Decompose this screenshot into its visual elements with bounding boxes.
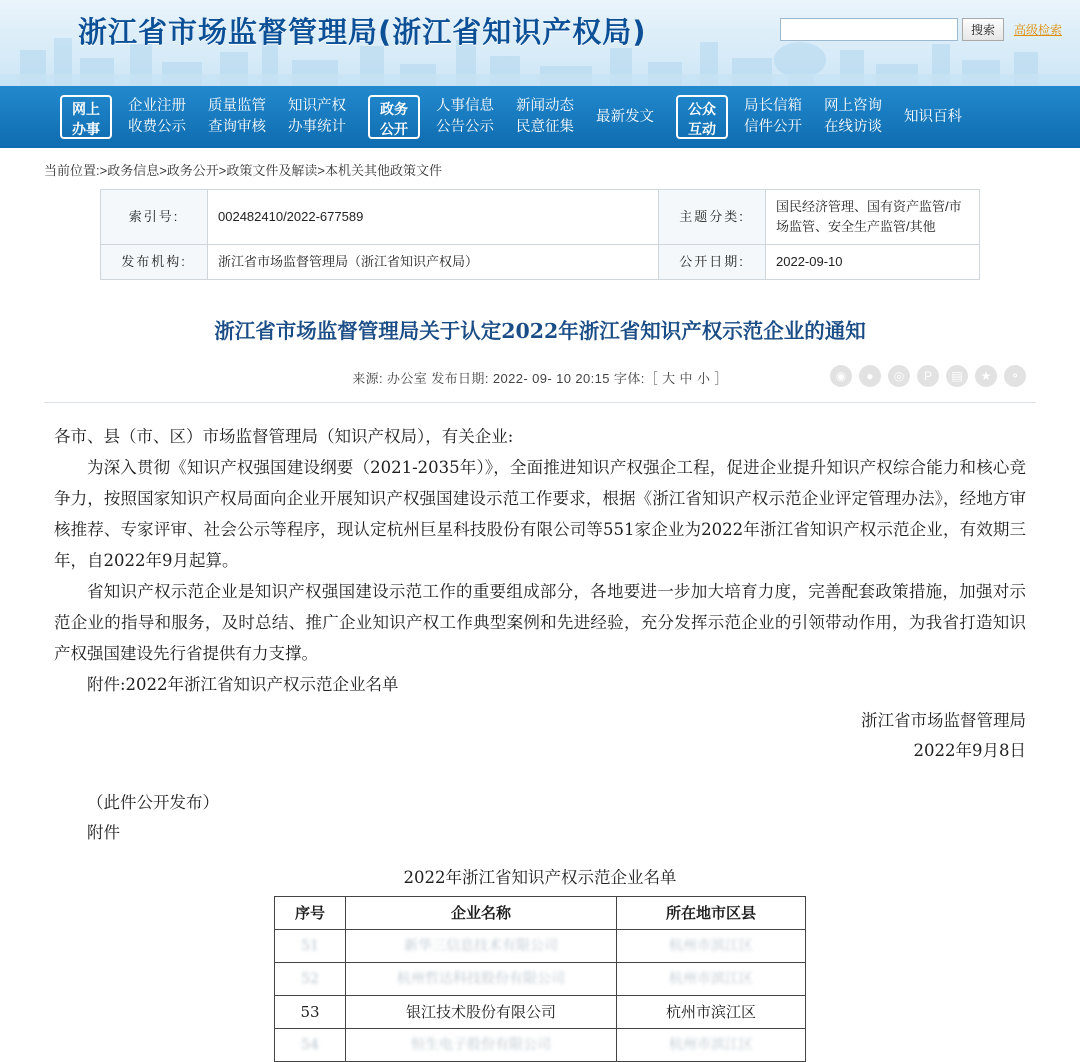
nav-label-line2: 收费公示: [128, 119, 186, 135]
meta-divider: [44, 402, 1036, 403]
table-header-row: [275, 897, 806, 930]
nav-badge-government-affairs[interactable]: [368, 95, 420, 139]
search-box: [780, 18, 1062, 41]
douban-icon[interactable]: ▤: [946, 365, 968, 387]
nav-badge-line2: 办事: [72, 121, 100, 137]
article-title: 浙江省市场监督管理局关于认定2022年浙江省知识产权示范企业的通知: [214, 319, 866, 343]
nav-badge-public-interaction[interactable]: [676, 95, 728, 139]
row-company: 杭州哲达科技股份有限公司: [346, 963, 617, 996]
search-button[interactable]: 搜索: [962, 18, 1004, 41]
nav-item-knowledge-encyclopedia[interactable]: [904, 107, 962, 128]
nav-label-line1: 网上咨询: [824, 98, 882, 114]
nav-item-intellectual-property[interactable]: [288, 96, 346, 138]
nav-item-personnel-info[interactable]: [436, 96, 494, 138]
nav-label-line1: 企业注册: [128, 98, 186, 114]
public-release-note: （此件公开发布）: [87, 793, 219, 812]
nav-label-line1: 最新发文: [596, 108, 654, 125]
index-value: 002482410/2022-677589: [208, 190, 659, 245]
favorite-icon[interactable]: ★: [975, 365, 997, 387]
article-body: [54, 421, 1026, 700]
row-area: 杭州市滨江区: [617, 963, 806, 996]
org-label: 发布机构:: [101, 245, 208, 280]
table-row: [101, 190, 980, 245]
breadcrumb[interactable]: 当前位置:>政务信息>政务公开>政策文件及解读>本机关其他政策文件: [0, 148, 1080, 189]
document-info-table: [100, 189, 980, 280]
nav-label-line1: 局长信箱: [744, 98, 802, 114]
pinterest-icon[interactable]: P: [917, 365, 939, 387]
search-input[interactable]: [780, 18, 958, 41]
nav-badge-line2: 公开: [380, 121, 408, 137]
share-icon-bar: [830, 365, 1026, 387]
article-paragraph: 为深入贯彻《知识产权强国建设纲要（2021-2035年）》，全面推进知识产权强企工程，促进企业提升知识产权综合能力和核心竞争力，按照国家知识产权局面向企业开展知识产权强国建设示范工作要求，根据《浙江省知识产权示范企业评定管理办法》，经地方审核推荐、专家评审、社会公示等程序，现认定杭州巨星科技股份有限公司等551家企业为2022年浙江省知识产权示范企业，有效期三年，自2022年9月起算。: [54, 458, 1026, 570]
org-value: 浙江省市场监督管理局（浙江省知识产权局）: [208, 245, 659, 280]
article-meta-row: [54, 368, 1026, 394]
row-no: 52: [275, 963, 346, 996]
column-header-company: 企业名称: [346, 897, 617, 930]
index-label: 索引号:: [101, 190, 208, 245]
nav-item-quality-supervision[interactable]: [208, 96, 266, 138]
row-area: 杭州市滨江区: [617, 930, 806, 963]
signature-organization: 浙江省市场监督管理局: [861, 711, 1026, 730]
nav-label-line1: 知识百科: [904, 108, 962, 125]
table-row: [275, 996, 806, 1029]
publish-date-label: 公开日期:: [659, 245, 766, 280]
article-attachment-line: 附件:2022年浙江省知识产权示范企业名单: [87, 675, 399, 694]
nav-label-line2: 信件公开: [744, 119, 802, 135]
article-paragraph: 各市、县（市、区）市场监督管理局（知识产权局），有关企业:: [54, 427, 514, 446]
qzone-icon[interactable]: ●: [859, 365, 881, 387]
nav-label-line1: 质量监管: [208, 98, 266, 114]
row-no: 51: [275, 930, 346, 963]
column-header-no: 序号: [275, 897, 346, 930]
nav-item-online-consulting[interactable]: [824, 96, 882, 138]
category-label: 主题分类:: [659, 190, 766, 245]
table-row: [275, 1029, 806, 1062]
nav-label-line2: 在线访谈: [824, 119, 882, 135]
table-row: [275, 963, 806, 996]
nav-item-director-mailbox[interactable]: [744, 96, 802, 138]
nav-badge-line1: 网上: [72, 101, 100, 117]
row-area: 杭州市滨江区: [617, 996, 806, 1029]
nav-item-latest-documents[interactable]: [596, 107, 654, 128]
nav-badge-line1: 公众: [688, 101, 716, 117]
article-meta: 来源: 办公室 发布日期: 2022- 09- 10 20:15 字体:［ 大 中 小 ］: [352, 371, 728, 386]
site-header: [0, 0, 1080, 86]
nav-badge-line1: 政务: [380, 101, 408, 117]
signature-date: 2022年9月8日: [913, 741, 1026, 760]
nav-label-line1: 人事信息: [436, 98, 494, 114]
nav-label-line2: 民意征集: [516, 119, 574, 135]
row-company: 新华三信息技术有限公司: [346, 930, 617, 963]
page-title: 浙江省市场监督管理局(浙江省知识产权局): [78, 15, 647, 49]
nav-label-line2: 查询审核: [208, 119, 266, 135]
row-company: 恒生电子股份有限公司: [346, 1029, 617, 1062]
attachment-table-wrapper: [0, 896, 1080, 1062]
nav-label-line1: 知识产权: [288, 98, 346, 114]
table-row: [101, 245, 980, 280]
row-no: 53: [275, 996, 346, 1029]
weibo-icon[interactable]: ◉: [830, 365, 852, 387]
category-value: 国民经济管理、国有资产监管/市场监管、安全生产监管/其他: [766, 190, 980, 245]
row-no: 54: [275, 1029, 346, 1062]
nav-badge-line2: 互动: [688, 121, 716, 137]
column-header-area: 所在地市区县: [617, 897, 806, 930]
wechat-icon[interactable]: ◎: [888, 365, 910, 387]
nav-item-news[interactable]: [516, 96, 574, 138]
nav-label-line1: 新闻动态: [516, 98, 574, 114]
nav-badge-online-service[interactable]: [60, 95, 112, 139]
more-icon[interactable]: ⚬: [1004, 365, 1026, 387]
nav-item-enterprise-registration[interactable]: [128, 96, 186, 138]
table-row: [275, 930, 806, 963]
attachment-label: 附件: [87, 823, 120, 842]
attachment-title: 2022年浙江省知识产权示范企业名单: [403, 868, 677, 887]
advanced-search-link[interactable]: 高级检索: [1013, 23, 1062, 37]
article-paragraph: 省知识产权示范企业是知识产权强国建设示范工作的重要组成部分，各地要进一步加大培育力度，完善配套政策措施，加强对示范企业的指导和服务，及时总结、推广企业知识产权工作典型案例和先进经验，充分发挥示范企业的引领带动作用，为我省打造知识产权强国建设先行省提供有力支撑。: [54, 582, 1026, 663]
main-navigation: [0, 86, 1080, 148]
nav-label-line2: 办事统计: [288, 119, 346, 135]
attachment-table: [274, 896, 806, 1062]
publish-date-value: 2022-09-10: [766, 245, 980, 280]
row-area: 杭州市滨江区: [617, 1029, 806, 1062]
signature-block: [54, 706, 1026, 766]
row-company: 银江技术股份有限公司: [346, 996, 617, 1029]
nav-label-line2: 公告公示: [436, 119, 494, 135]
document-info-table-wrapper: [0, 189, 1080, 280]
